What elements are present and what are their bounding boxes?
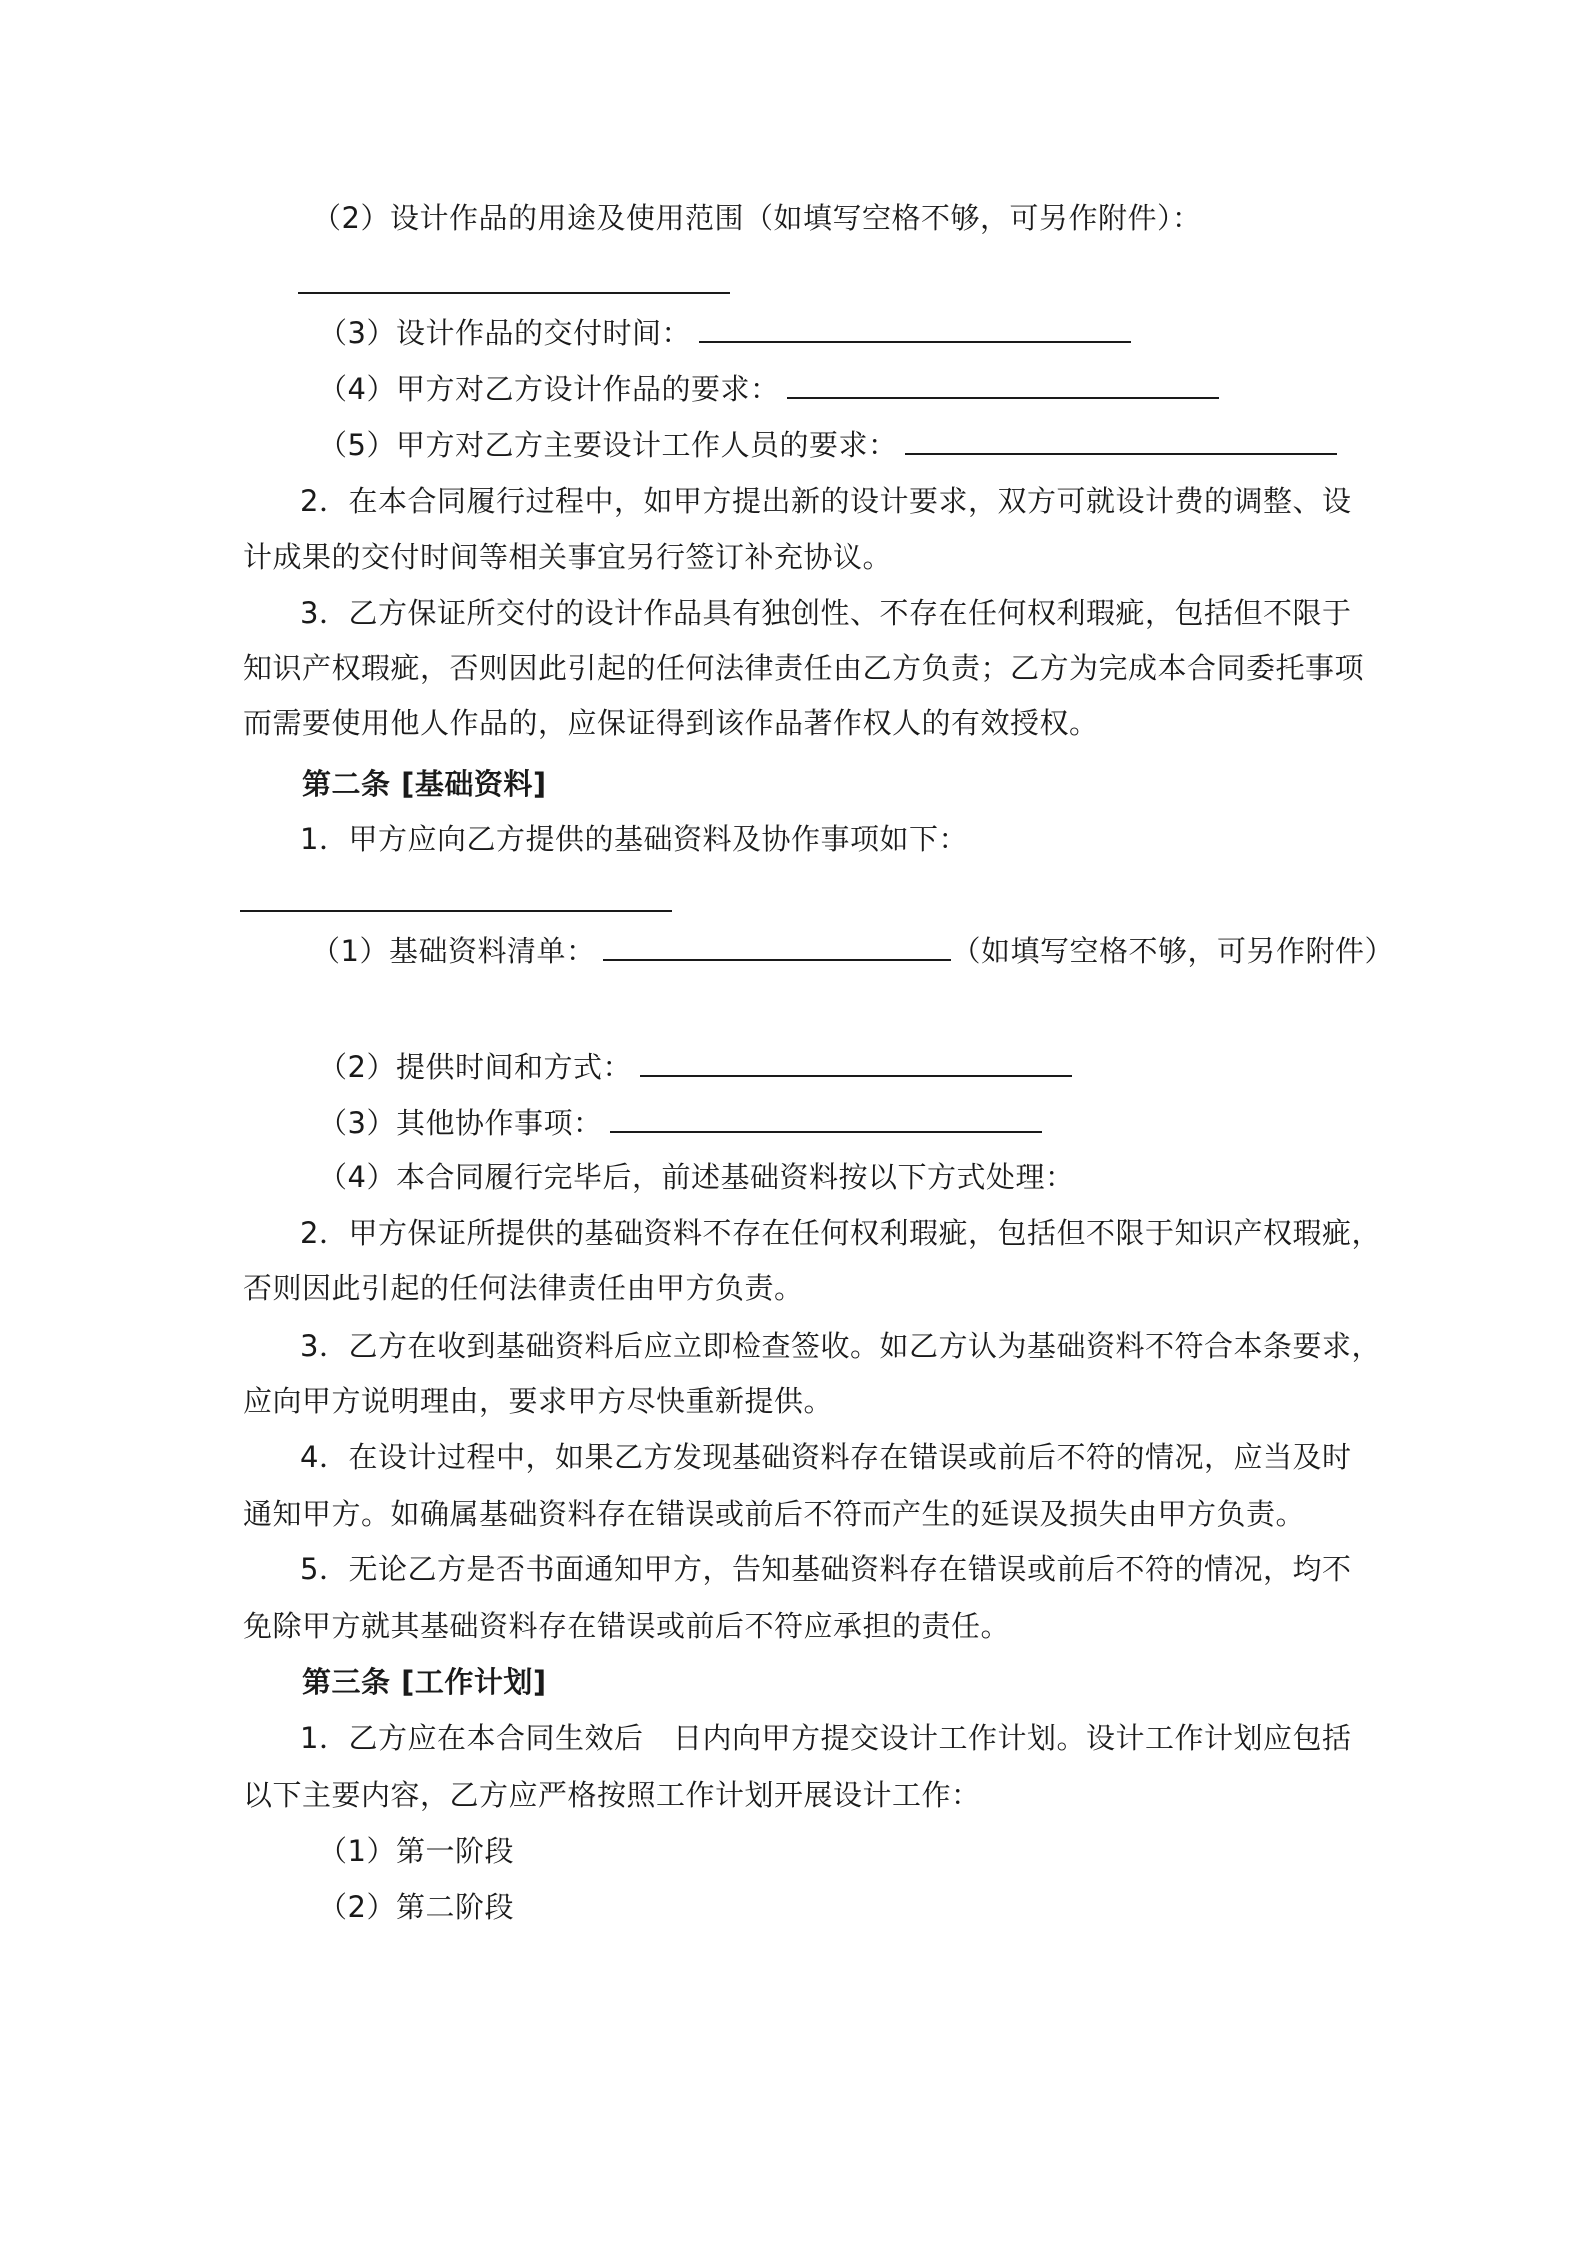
other-matters-text: （3）其他协作事项： [318, 1106, 603, 1140]
article-2-item-1-text: 1．甲方应向乙方提供的基础资料及协作事项如下： [300, 822, 968, 856]
delivery-time-text: （3）设计作品的交付时间： [318, 316, 691, 350]
delivery-time-line [318, 313, 1131, 353]
usage-scope-blank [298, 290, 730, 294]
article-2-clause-3-line-1 [300, 1326, 1381, 1366]
article-2-clause-4-line-2 [243, 1494, 1305, 1534]
design-requirements-blank [787, 371, 1219, 399]
clause-3-text-3: 而需要使用他人作品的，应保证得到该作品著作权人的有效授权。 [243, 706, 1099, 740]
clause-3-line-2 [243, 648, 1364, 688]
article-2-item-1 [300, 819, 968, 859]
provide-time-text: （2）提供时间和方式： [318, 1050, 632, 1084]
article-2-clause-5-line-1 [300, 1549, 1351, 1589]
materials-disposal-text: （4）本合同履行完毕后，前述基础资料按以下方式处理： [318, 1160, 1075, 1194]
clause-2-line-1 [300, 481, 1351, 521]
stage-1-text: （1）第一阶段 [318, 1834, 514, 1868]
materials-list-text: （1）基础资料清单： [311, 934, 596, 968]
article-2-clause-5-text-2: 免除甲方就其基础资料存在错误或前后不符应承担的责任。 [243, 1609, 1011, 1643]
staff-requirements-text: （5）甲方对乙方主要设计工作人员的要求： [318, 428, 898, 462]
usage-scope-text: （2）设计作品的用途及使用范围（如填写空格不够，可另作附件）： [312, 201, 1202, 235]
other-matters-blank [610, 1105, 1042, 1133]
article-2-clause-4-line-1 [300, 1437, 1351, 1477]
staff-requirements-blank [905, 427, 1337, 455]
stage-2-line [318, 1887, 514, 1927]
provide-time-blank [640, 1049, 1072, 1077]
article-3-clause-1-line-2 [243, 1775, 981, 1815]
article-2-clause-4-text-2: 通知甲方。如确属基础资料存在错误或前后不符而产生的延误及损失由甲方负责。 [243, 1497, 1306, 1531]
materials-list-blank [603, 933, 951, 961]
delivery-time-blank [699, 315, 1131, 343]
clause-2-text-2: 计成果的交付时间等相关事宜另行签订补充协议。 [243, 540, 893, 574]
article-2-clause-3-text-2: 应向甲方说明理由，要求甲方尽快重新提供。 [243, 1384, 834, 1418]
materials-list-line [311, 931, 1394, 971]
clause-2-text-1: 2．在本合同履行过程中，如甲方提出新的设计要求，双方可就设计费的调整、设 [300, 484, 1352, 518]
clause-3-text-1: 3．乙方保证所交付的设计作品具有独创性、不存在任何权利瑕疵，包括但不限于 [300, 596, 1352, 630]
provide-time-line [318, 1047, 1072, 1087]
stage-1-line [318, 1831, 514, 1871]
design-requirements-line [318, 369, 1219, 409]
article-2-clause-2-line-2 [243, 1268, 804, 1308]
article-3-clause-1-line-1 [300, 1718, 1351, 1758]
clause-3-text-2: 知识产权瑕疵，否则因此引起的任何法律责任由乙方负责；乙方为完成本合同委托事项 [243, 651, 1365, 685]
stage-2-text: （2）第二阶段 [318, 1890, 514, 1924]
article-2-clause-2-text-2: 否则因此引起的任何法律责任由甲方负责。 [243, 1271, 804, 1305]
usage-scope-line [312, 198, 1201, 238]
article-2-title [302, 764, 547, 804]
article-3-clause-1-text-1: 1．乙方应在本合同生效后 日内向甲方提交设计工作计划。设计工作计划应包括 [300, 1721, 1352, 1755]
clause-3-line-3 [243, 703, 1099, 743]
article-3-title [302, 1662, 547, 1702]
article-2-title-text: 第二条 [基础资料] [302, 767, 547, 801]
article-2-clause-2-text-1: 2．甲方保证所提供的基础资料不存在任何权利瑕疵，包括但不限于知识产权瑕疵， [300, 1216, 1381, 1250]
materials-disposal-line [318, 1157, 1074, 1197]
clause-2-line-2 [243, 537, 892, 577]
staff-requirements-line [318, 425, 1337, 465]
article-3-clause-1-text-2: 以下主要内容，乙方应严格按照工作计划开展设计工作： [243, 1778, 981, 1812]
materials-list-note: （如填写空格不够，可另作附件） [951, 934, 1394, 968]
design-requirements-text: （4）甲方对乙方设计作品的要求： [318, 372, 780, 406]
other-matters-line [318, 1103, 1042, 1143]
article-3-title-text: 第三条 [工作计划] [302, 1665, 547, 1699]
article-2-clause-3-text-1: 3．乙方在收到基础资料后应立即检查签收。如乙方认为基础资料不符合本条要求， [300, 1329, 1381, 1363]
clause-3-line-1 [300, 593, 1351, 633]
article-2-clause-4-text-1: 4．在设计过程中，如果乙方发现基础资料存在错误或前后不符的情况，应当及时 [300, 1440, 1352, 1474]
article-2-clause-2-line-1 [300, 1213, 1381, 1253]
article-2-clause-5-text-1: 5．无论乙方是否书面通知甲方，告知基础资料存在错误或前后不符的情况，均不 [300, 1552, 1352, 1586]
article-2-clause-5-line-2 [243, 1606, 1010, 1646]
article-2-item-1-blank [240, 908, 672, 912]
article-2-clause-3-line-2 [243, 1381, 833, 1421]
